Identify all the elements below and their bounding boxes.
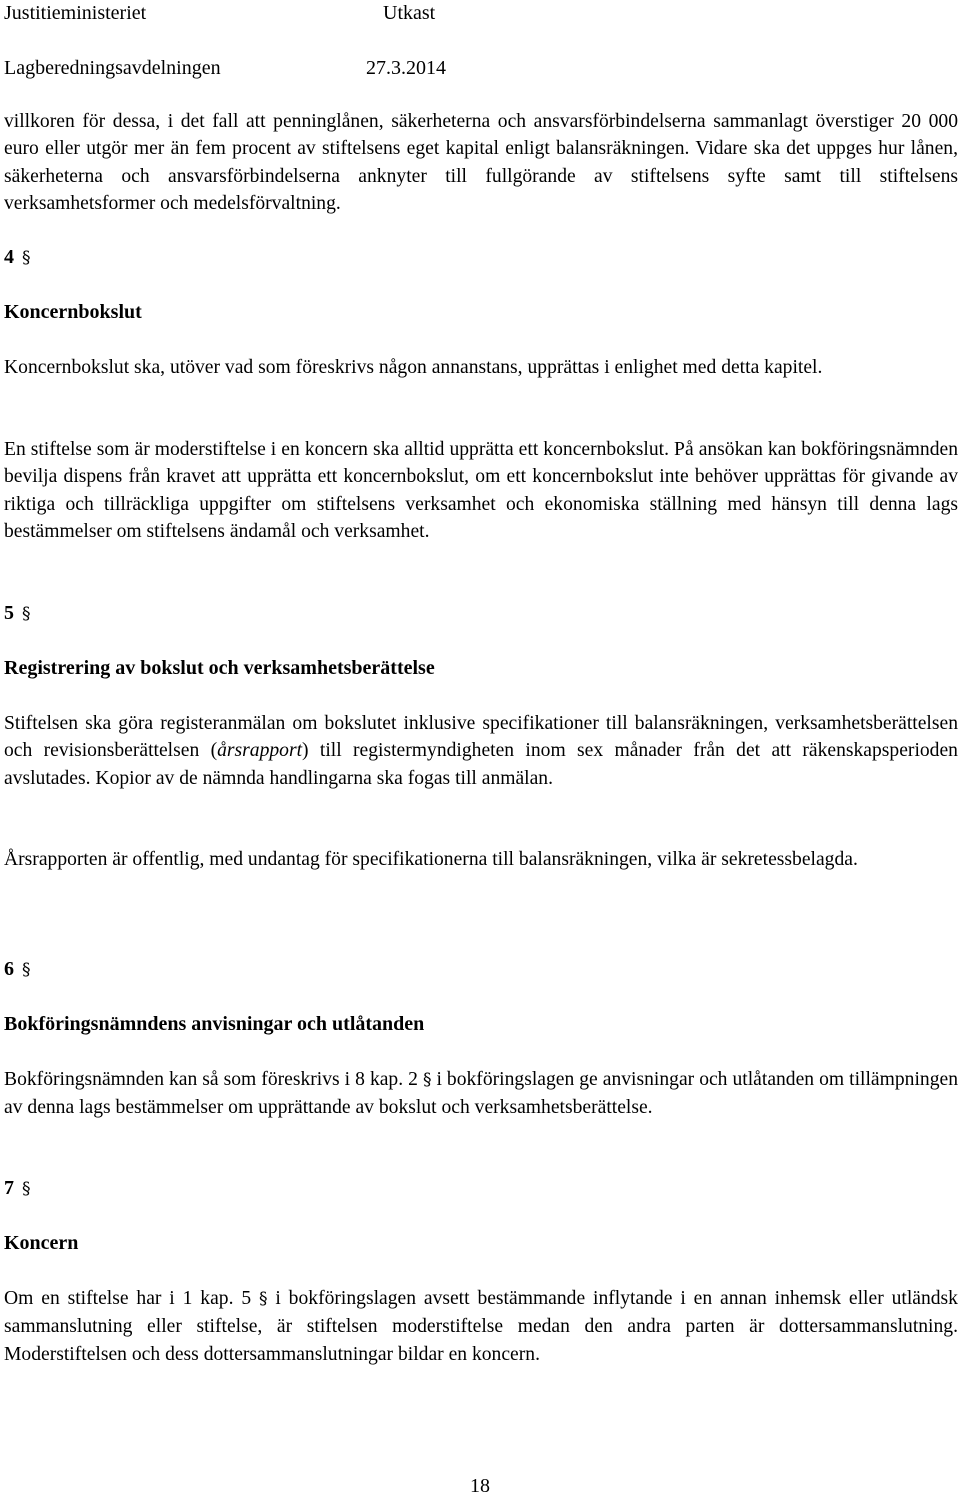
section-symbol: §: [22, 248, 31, 268]
section-5-paragraph-2: Årsrapporten är offentlig, med undantag för specifikationerna till balansräkningen, vilka är sekretessbelagda.: [4, 849, 858, 870]
section-4-paragraph-2: En stiftelse som är moderstiftelse i en koncern ska alltid upprätta ett koncernbokslut. På ansökan kan bokföringsnämnden bevilja dispens från kravet att upprätta ett koncernbokslut, om ett koncernbokslut inte behöver upprättas för givande av riktiga och tillräckliga uppgifter om stiftelsens verksamhet och ekonomiska ställning med hänsyn till denna lags bestämmelser om stiftelsens ändamål och verksamhet.: [4, 439, 958, 542]
section-5-number: 5: [4, 602, 14, 624]
section-symbol: §: [22, 960, 31, 980]
intro-paragraph: villkoren för dessa, i det fall att penninglånen, säkerheterna och ansvarsförbindelserna sammanlagt överstiger 20 000 euro eller utgör mer än fem procent av stiftelsens eget kapital enligt balansräkningen. Vidare ska det uppges hur lånen, säkerheterna och ansvarsförbindelserna anknyter till fullgörande av stiftelsens syfte samt till stiftelsens verksamhetsformer och medelsförvaltning.: [4, 111, 958, 214]
header-department: Lagberedningsavdelningen: [4, 57, 221, 79]
section-7-number: 7: [4, 1177, 14, 1199]
section-6-paragraph-1-text-b: i bokföringslagen ge anvisningar och utlåtanden om tillämpningen av denna lags bestämmelser om upprättande av bokslut och verksamhetsberättelse.: [4, 1069, 958, 1119]
section-4-paragraph-1: Koncernbokslut ska, utöver vad som föreskrivs någon annanstans, upprättas i enlighet med detta kapitel.: [4, 357, 823, 378]
section-7-paragraph-1: [4, 1285, 958, 1368]
section-symbol: §: [259, 1289, 268, 1309]
section-4-title: Koncernbokslut: [4, 301, 142, 323]
section-7-heading: [4, 1176, 31, 1201]
section-7-paragraph-1-text-b: i bokföringslagen avsett bestämmande inflytande i en annan inhemsk eller utländsk sammanslutning eller stiftelse, är stiftelsen moderstiftelse medan den andra parten är dottersammanslutning. Moderstiftelsen och dess dottersammanslutningar bildar en koncern.: [4, 1288, 958, 1365]
header-status: Utkast: [383, 2, 436, 24]
header-ministry: Justitieministeriet: [4, 2, 147, 24]
section-7-title: Koncern: [4, 1232, 79, 1254]
section-6-heading: [4, 957, 31, 982]
section-4-number: 4: [4, 246, 14, 268]
section-6-number: 6: [4, 958, 14, 980]
page-number: 18: [470, 1475, 490, 1497]
header-date: 27.3.2014: [366, 57, 446, 79]
section-5-paragraph-1-text-a: Stiftelsen ska göra registeranmälan om bokslutet inklusive specifikationer till balansräkningen, verksamhetsberättelsen och revisionsberättelsen (: [4, 713, 958, 762]
section-5-paragraph-1: [4, 710, 958, 792]
section-6-title: Bokföringsnämndens anvisningar och utlåtanden: [4, 1013, 425, 1035]
section-5-paragraph-1-italic: årsrapport: [217, 740, 303, 762]
section-7-paragraph-1-text-a: Om en stiftelse har i 1 kap. 5: [4, 1288, 259, 1309]
section-6-paragraph-1-text-a: Bokföringsnämnden kan så som föreskrivs i 8 kap. 2: [4, 1069, 423, 1090]
section-5-paragraph-1-text-b: ) till registermyndigheten inom sex månader från det att räkenskapsperioden avslutades. Kopior av de nämnda handlingarna ska fogas till anmälan.: [4, 740, 958, 789]
section-4-heading: [4, 245, 31, 270]
section-6-paragraph-1: [4, 1066, 958, 1122]
section-symbol: §: [22, 1179, 31, 1199]
section-5-heading: [4, 601, 31, 626]
section-symbol: §: [22, 604, 31, 624]
section-5-title: Registrering av bokslut och verksamhetsberättelse: [4, 657, 435, 679]
section-symbol: §: [422, 1070, 432, 1090]
